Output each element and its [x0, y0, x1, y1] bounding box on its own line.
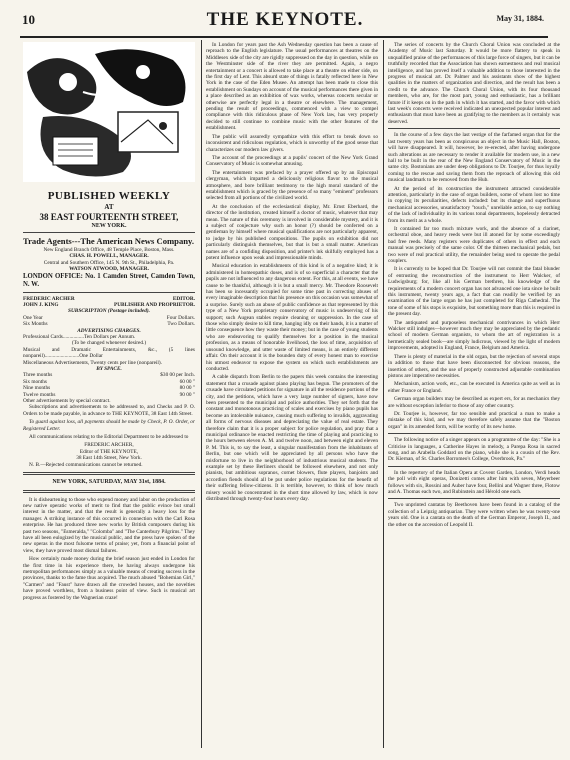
trade-agent-line: New England Branch Office, 48 Temple Place, Boston, Mass. [43, 246, 175, 253]
article-paragraph: The entertainment was prefaced by a prayer offered up by an Episcopal clergyman, which imparted a deliciously religious flavor to the musical atmosphere, and bore brilliant testimony to the high moral standard of the establishment which is graced by the presence of so many "eminent" professors selected from all portions of the civilized world. [206, 169, 378, 202]
subscription-title: SUBSCRIPTION (Postage included). [68, 308, 150, 315]
masthead-address: 38 EAST FOURTEENTH STREET, [39, 212, 179, 222]
article-paragraph: The account of the proceedings at a pupils' concert of the New York Grand Conservatory of Music is somewhat amusing. [206, 154, 378, 168]
article-paragraph: In the course of a few days the last vestige of the farfamed organ that for the last twenty years has been as conspicuous an object in the Music Hall, Boston, will have disappeared. It will, however, be re-erected, after having undergone such alterations as are necessary to render it available for modern use, in a new hall to be built in the rear of the New England Conservatory of Music in the same city. Bostonians are under deep obligations to Dr. Tourjee, for thus loyally coming to the rescue and saving them from the reproach of allowing this old musical landmark to be removed from the Hub. [388, 132, 560, 184]
article-paragraph: At the conclusion of the ecclesiastical display, Mr. Ernst Eberhard, the director of the institution, created himself a doctor of music, whatever that may mean. The nature of this ceremony is involved in considerable mystery, and it is a subject of conjecture why such an honor (?) should be conferred on a gentleman by himself where musical qualifications are not particularly apparent, to judge by his published compositions. The pupils on exhibition did not particularly distinguish themselves, but that is but a small matter. American names are of a confiding disposition, and printer's ink skilfully employed has a potent influence upon weak and impressionable minds. [206, 203, 378, 261]
masthead-city: NEW YORK. [91, 223, 127, 229]
address-at: AT [104, 203, 114, 211]
other-advertisements: Other advertisements by special contract. [23, 398, 111, 405]
trade-agent-line: CHAS. H. POWELL, MANAGER. [69, 253, 149, 260]
page-number: 10 [22, 12, 35, 27]
column-divider [383, 40, 384, 748]
editorial-notice: All communications relating to the Editorial Department to be addressed to [29, 434, 189, 441]
article-paragraph: A cable dispatch from Berlin to the papers this week contains the interesting statement that a crusade against piano playing has begun. The promoters of the crusade have circulated petitions for signature in all the residence portions of the city, and the petitions, which have a very large number of signers, have now been presented to the municipal and police authorities. They set forth that the constant and monotonous practicing of scales and exercises by piano pupils has become an intolerable nuisance, causing much suffering to invalids, aggravating all forms of nervous diseases and depreciating the value of real estate. They therefore claim that it is a proper subject for police regulation, and pray that a municipal ordinance be enacted restricting the time of playing and practicing to the hours between eleven A. M. and twelve noon, and between eight and eleven P. M. This is, to say the least, a singular manifestation from the inhabitants of Berlin, but one which will be appreciated by all persons who have the misfortune to live in the neighborhood of industrious musical students. The example set by these Berliners should be followed elsewhere, and not only pianists, but ambitious sopranos, cornet blowers, flute players, banjoists and accordion fiends should all be put under police regulations for the benefit of their suffering fellow-citizens. It is terrible, however, to think of how much misery would be concentrated in the short time allowed by law, which is now distributed through twenty-four hours every day. [206, 374, 378, 503]
staff-name: FREDERIC ARCHER [23, 295, 75, 302]
subscriptions-notice: Subscriptions and advertisements to be addressed to, and Checks and P. O. Orders to be made payable, in advance to THE KEYNOTE, 38 East 14th Street. [23, 404, 195, 417]
page-header [0, 0, 570, 40]
professional-cards: Professional Cards................Ten Dollars per Annum. [23, 333, 136, 340]
article-paragraph: Dr. Tourjee is, however, far too sensible and practical a man to make a mistake of this kind, and we may therefore safely assume that the "Boston organ" in its amended form, will be worthy of its new home. [388, 410, 560, 430]
article-paragraph: In the repertory of the Italian Opera at Covent Garden, London, Verdi heads the poll with eight operas, Donizetti comes after him with seven, Meyerbeer follows with six, Rossini and Auber have four, Bellini and Wagner three, Flotow and A. Thomas each two, and Rubinstein and Hérold one each. [388, 469, 560, 495]
article-paragraph: The series of concerts by the Church Choral Union was concluded at the Academy of Music last Saturday. It would be more flattery to speak in unqualified praise of the performances of this large force of singers, but it can be truthfully recorded that the Association has shown earnestness and real musical intelligence, and has proved itself a valuable addition to those interested in the progress of musical art. Dr. Palmer and his assistants show of the highest qualities in the matters of organization and direction, and the result has been a credit to the advance. The Church Choral Union, with its four thousand members, who are, for the most part, young and enthusiastic, has a brilliant future if it keeps on in the path in which it has started, and the favor with which last week's concerts were received indicated an unexpected popular interest and enthusiasm that must have been as gratifying to the members as it certainly was deserved. [388, 42, 560, 125]
header-rule [20, 36, 548, 38]
staff-name: JOHN J. KING [23, 301, 59, 308]
article-paragraph: Musical education in establishments of this kind is of a negative kind; it is administered in homeopathic doses, and is of so superficial a character that the pupils are not influenced to any dangerous extent. For this, at all events, we have cause to be thankful, although it is but a small mercy. Mr. Theodore Roosevelt has been so incessantly occupied for some time past in correcting abuses of every imaginable description that his presence on this occasion was somewhat of a surprise. Surely such an abuse of public confidence as that represented by this type of a New York proprietary conservatory of music is undeserving of his support; such Augean stables require cleaning or suppression. In the case of those who simply desire to kill time, hanging idly on their hands, it is a matter of little consequence how they waste their money; but in the case of young students who are endeavoring to qualify themselves for a position in the musical profession, as a means of honorable livelihood, the loss of time, acquisition of unsound knowledge, and utter waste of limited means, is an entirely different affair. On their account it is the bounden duty of every honest man to exercise his utmost endeavor to expose the system on which such establishments are conducted. [206, 263, 378, 372]
article-paragraph: It is currently to be hoped that Dr. Tourjee will not commit the fatal blunder of entrusting the reconstruction of the instrument to Herr Walcker, of Ludwigsburg; for, like all his German brethren, his knowledge of the requirements of a modern concert organ has not advanced one iota since he built this instrument, twenty years ago, a fact that can readily be verified by an examination of the large organ he has just completed for Riga Cathedral. The tone of some of his stops is exquisite, but something more than this is required in the present day. [388, 266, 560, 318]
article-paragraph: In London for years past the Ash Wednesday question has been a cause of reproach to the English legislature. The usual performances at theatres on the Middlesex side of the city are rigidly suppressed on the day in question, while on the Westminster side of the river they are permitted. Again, a negro entertainment or a concert is allowed to take place at a theatre on either side, on the first day of Lent. This absurd state of things is fatally reflected here in New York in the case of the Eden Musee. An attempt has been made to close this establishment on Sundays on account of the musical performances there given in a place described as an exhibition of wax works, whereas concerts secular or otherwise are perfectly legal in a theatre or elsewhere. The management, pending the result of proceedings, commenced with a view to compel compliance with this ridiculous phase of New York law, has very properly decided to still continue to combine music with the other features of the establishment. [206, 42, 378, 132]
rejected-notice: N. B.—Rejected communications cannot be returned. [29, 461, 143, 468]
staff-role: PUBLISHER AND PROPRIETOR. [114, 301, 195, 308]
published-weekly-caption: PUBLISHED WEEKLY [47, 190, 171, 202]
misc-advertisements: Miscellaneous Advertisements, Twenty cents per line (nonpareil). [23, 359, 162, 366]
guard-notice: To guard against loss, all payments should be made by Check, P. O. Order, or Registered Letter. [23, 419, 195, 432]
subscription-price: Four Dollars. [166, 314, 195, 321]
subscription-price: Two Dollars. [167, 321, 195, 328]
space-price: $30 00 per Inch. [160, 372, 195, 379]
trade-agents-title: Trade Agents---The American News Company. [23, 236, 194, 247]
advertising-title: ADVERTISING CHARGES. [77, 327, 141, 334]
space-term: Six months [23, 378, 47, 385]
trade-agent-line: WATSON ATWOOD, MANAGER. [69, 266, 149, 273]
space-term: Nine months [23, 385, 51, 392]
space-term: Three months [23, 372, 53, 379]
editor-address: 38 East 14th Street, New York. [76, 455, 142, 462]
masthead-illustration [23, 42, 195, 182]
article-paragraph: Two unprinted cantatas by Beethoven have been found in a catalog of the collection of a Leipzig antiquarian. They were written when he was twenty-one years old. One is a cantata on the death of the German Emperor, Joseph II., and the other on the accession of Leopold II. [388, 502, 560, 528]
column-divider [201, 40, 202, 748]
column-middle [206, 42, 378, 504]
column-left [23, 42, 195, 603]
space-price: 90 00 " [179, 391, 195, 398]
article-paragraph: German organ builders may be described as expert ers, for as mechanics they are without exception inferior to those of any other country. [388, 396, 560, 409]
subscription-term: Six Months [23, 321, 48, 328]
newspaper-title: THE KEYNOTE. [206, 9, 364, 30]
article-paragraph: Mechanism, action work, etc., can be executed in America quite as well as in either France or England. [388, 381, 560, 394]
musical-entertainments: Musical and Dramatic Entertainments, &c., (5 lines nonpareil)..........................One Dollar [23, 346, 195, 360]
column-right [388, 42, 560, 530]
subscription-term: One Year [23, 314, 43, 321]
article-paragraph: The following notice of a singer appears on a programme of the day: "She is a Criticise in languages, a Catherine Hayes in melody, a Parepa Rosa in sacred song, and an Arabella Goddard on the piano, while she is a cousin of the Rev. Dr. Kiernan, of St. Charles Borromeo's College, Overbrook, Pa." [388, 437, 560, 463]
header-date: May 31, 1884. [496, 14, 544, 23]
london-office: LONDON OFFICE: No. 1 Camden Street, Camden Town, N. W. [23, 272, 195, 288]
editor-title: Editor of THE KEYNOTE, [79, 448, 139, 455]
by-space-title: BY SPACE. [96, 366, 122, 372]
editor-name: FREDERIC ARCHER, [84, 442, 134, 449]
article-paragraph: The antiquated and purposeless mechanical contrivances in which Herr Walcker still indulges—however much they may be appreciated by the pedantic school of modern German organists, to whom the art of registration is a hermetically sealed book—are simply ludicrous, viewed by the light of modern improvements, adopted in England, France, Belgium and America. [388, 319, 560, 352]
article-paragraph: There is plenty of material in the old organ, but the rejection of several stops in addition to those that have been disconnected for obvious reasons, the insertion of others, and the use of properly constructed adjustable combination pistons are imperative necessities. [388, 353, 560, 379]
space-price: 60 00 " [179, 378, 195, 385]
staff-role: EDITOR. [172, 295, 195, 302]
article-paragraph: How certainly made money during the brief season just ended in London for the first time in his experience there, he having always undergone his metropolitan performances simply as a valuable means of creating success in the provinces, thanks to the fame thus acquired. The much abused "Bohemian Girl," "Carmen" and "Faust" have drawn all the crowded houses, and the novelties have proved worthless, from a business point of view. Such is musical art progress as fostered by the Wagnerian craze! [23, 556, 195, 601]
article-paragraph: It contained far too much mixture work, and the absence of a clarinet, orchestral oboe, and heavy reeds were but ill atoned for by some exceedingly bad free reeds. Many registers were duplicates of others in effect and each manual was precisely of the same color. Of the thirteen mechanical pedals, but two were of real practical utility, the remainder being used to operate the pedal couplers. [388, 225, 560, 264]
professional-note: (To be changed whenever desired.) [71, 340, 147, 347]
space-term: Twelve months [23, 391, 56, 398]
keys-still-life-illustration [23, 42, 195, 182]
article-paragraph: The public will assuredly sympathize with this effort to break down so inconsistent and ridiculous regulation, which is unworthy of the good sense that characterizes our modern law givers. [206, 133, 378, 153]
article-paragraph: It is disheartening to those who expend money and labor on the production of new native operatic works of merit to find that the public evince but small interest in the matter, and that the result is generally a heavy loss for the manager. A striking instance of this occurred in connection with the Carl Rosa enterprise. He has produced three new works by British composers during his past two seasons, "Esmeralda," "Colomba" and "The Canterbury Pilgrims." They have all been eulogized by the musical public, and the press have spoken of the new operas in the most fulsome terms of praise; yet, from a financial point of view, they have proved most dismal failures. [23, 496, 195, 554]
dateline: NEW YORK, SATURDAY, MAY 31st, 1884. [52, 479, 166, 486]
article-paragraph: At the period of its construction the instrument attracted considerable attention, particularly in the case of organ builders, some of whom lost no time in copying its peculiarities, defects included: but its change and superfluous mechanical accessories, unsatisfactory "touch," unreliable action, to say nothing of the lack of individuality in its various tonal departments, hopelessly detracted from its merit as a whole. [388, 185, 560, 224]
space-price: 80 00 " [179, 385, 195, 392]
trade-agent-line: Central and Southern Office, 145 N. 9th St., Philadelphia, Pa. [43, 259, 175, 266]
